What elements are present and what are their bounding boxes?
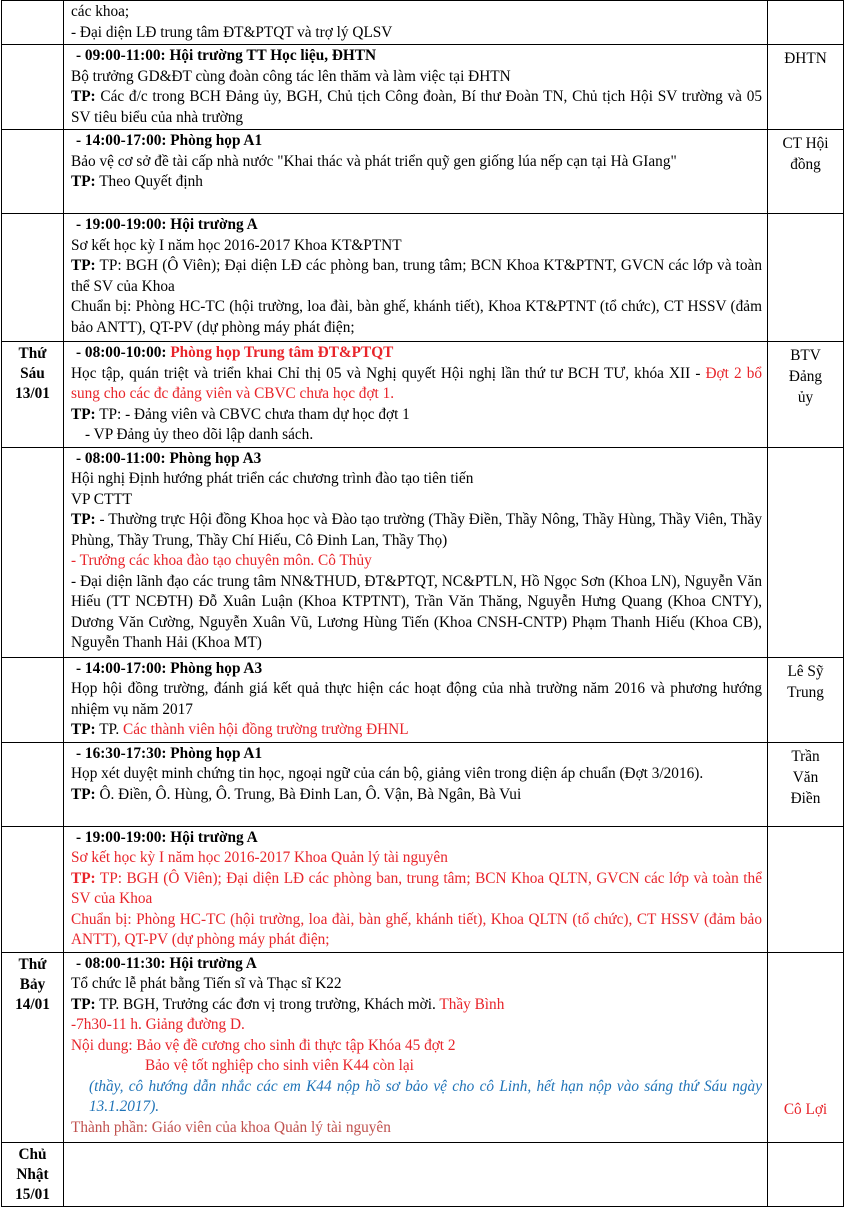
event-participants: TP: Các đ/c trong BCH Đảng ủy, BGH, Chủ tịch Công đoàn, Bí thư Đoàn TN, Chủ tịch Hội SV trường và 05 SV tiêu biểu của nhà trường: [71, 88, 762, 126]
schedule-row: [2, 826, 844, 952]
schedule-row: [2, 342, 844, 448]
event-title: Sơ kết học kỳ I năm học 2016-2017 Khoa Quản lý tài nguyên: [71, 849, 448, 866]
leader-cell: [768, 952, 844, 1142]
event-time-place: - 08:00-11:00: Phòng họp A3: [76, 449, 262, 467]
leader-name: Văn: [792, 768, 819, 786]
event-participants: TP: TP: - Đảng viên và CBVC chưa tham dự học đợt 1: [71, 405, 410, 423]
leader-cell: [768, 342, 844, 448]
day-cell: [2, 342, 64, 448]
event-cell: [64, 742, 768, 826]
day-cell: [2, 214, 64, 342]
event-time-place: - 19:00-19:00: Hội trường A: [76, 828, 258, 846]
day-cell: [2, 45, 64, 130]
event-cell: [64, 1142, 768, 1206]
day-date: 14/01: [15, 995, 50, 1013]
event-participants: TP: TP. Các thành viên hội đồng trường trường ĐHNL: [71, 721, 409, 738]
day-label: Thứ: [18, 345, 47, 362]
leader-cell: [768, 214, 844, 342]
event-organizer: VP CTTT: [71, 490, 133, 508]
event-participants: TP: TP: BGH (Ô Viên); Đại diện LĐ các phòng ban, trung tâm; BCN Khoa KT&PTNT, GVCN các lớp và toàn thể SV của Khoa: [71, 257, 762, 295]
event-participants: TP: Ô. Điền, Ô. Hùng, Ô. Trung, Bà Đinh Lan, Ô. Vận, Bà Ngân, Bà Vui: [71, 785, 522, 803]
weekly-schedule-table: [1, 0, 844, 1207]
day-cell: [2, 952, 64, 1142]
leader-cell: [768, 826, 844, 952]
event-time-place: - 08:00-11:30: Hội trường A: [76, 954, 257, 972]
leader-name: Đảng: [788, 368, 823, 385]
day-label: Bảy: [19, 975, 46, 993]
schedule-row: [2, 742, 844, 826]
event-time-place: - 19:00-19:00: Hội trường A: [76, 216, 258, 233]
day-label: Sáu: [20, 365, 45, 382]
event-cell: [64, 45, 768, 130]
event-note: Nội dung: Bảo vệ đề cương cho sinh đi thực tập Khóa 45 đợt 2: [71, 1036, 456, 1054]
leader-name: ủy: [797, 389, 814, 406]
event-time-place: - 08:00-10:00: Phòng họp Trung tâm ĐT&PTQT: [76, 344, 394, 361]
leader-cell: [768, 45, 844, 130]
leader-cell: [768, 742, 844, 826]
leader-name: Trần: [791, 747, 820, 765]
leader-name: BTV: [790, 347, 821, 364]
event-title: Bảo vệ cơ sở đề tài cấp nhà nước "Khai thác và phát triển quỹ gen giống lúa nếp cạn tại Hà GIang": [71, 152, 677, 170]
event-members: Thành phần: Giáo viên của khoa Quản lý tài nguyên: [71, 1118, 391, 1136]
day-cell: [2, 447, 64, 657]
schedule-row: [2, 447, 844, 657]
leader-name: Lê Sỹ: [787, 662, 824, 680]
event-cell: [64, 657, 768, 742]
event-title: Học tập, quán triệt và triển khai Chỉ thị 05 và Nghị quyết Hội nghị lần thứ tư BCH TƯ, khóa XII - Đợt 2 bổ sung cho các đc đảng viên và CBVC chưa học đợt 1.: [71, 364, 762, 402]
schedule-row: [2, 1, 844, 45]
event-title: Tổ chức lễ phát bằng Tiến sĩ và Thạc sĩ K22: [71, 975, 342, 992]
event-participants: TP: TP. BGH, Trưởng các đơn vị trong trường, Khách mời. Thầy Bình: [71, 995, 505, 1013]
event-text: - Đại diện LĐ trung tâm ĐT&PTQT và trợ lý QLSV: [71, 23, 393, 41]
schedule-row: [2, 657, 844, 742]
event-note: Bảo vệ tốt nghiệp cho sinh viên K44 còn lại: [145, 1057, 414, 1074]
event-time-place: - 14:00-17:00: Phòng họp A3: [76, 659, 263, 677]
day-cell: [2, 742, 64, 826]
event-cell: [64, 447, 768, 657]
leader-name: Cô Lợi: [783, 1100, 828, 1118]
event-title: Hội nghị Định hướng phát triển các chương trình đào tạo tiên tiến: [71, 470, 474, 487]
event-cell: [64, 826, 768, 952]
schedule-row: [2, 130, 844, 214]
event-time-place: - 14:00-17:00: Phòng họp A1: [76, 132, 263, 149]
event-cell: [64, 214, 768, 342]
leader-name: Trung: [787, 683, 824, 701]
day-date: 15/01: [15, 1185, 50, 1203]
leader-cell: [768, 1142, 844, 1206]
day-cell: [2, 1, 64, 45]
leader-name: đồng: [790, 156, 821, 173]
day-label: Thứ: [18, 955, 47, 973]
event-preparation: Chuẩn bị: Phòng HC-TC (hội trường, loa đài, bàn ghế, khánh tiết), Khoa KT&PTNT (tổ chức), CT HSSV (đảm bảo ANTT), QT-PV (dự phòng máy phát điện;: [71, 298, 762, 336]
day-date: 13/01: [15, 385, 50, 402]
event-cell: [64, 1, 768, 45]
event-cell: [64, 952, 768, 1142]
leader-cell: [768, 130, 844, 214]
schedule-row: [2, 45, 844, 130]
event-preparation: Chuẩn bị: Phòng HC-TC (hội trường, loa đài, bàn ghế, khánh tiết), Khoa QLTN (tổ chức), CT HSSV (đảm bảo ANTT), QT-PV (dự phòng máy phát điện;: [71, 910, 762, 948]
leader-cell: [768, 1, 844, 45]
event-participants: TP: TP: BGH (Ô Viên); Đại diện LĐ các phòng ban, trung tâm; BCN Khoa QLTN, GVCN các lớp và toàn thể SV của Khoa: [71, 869, 762, 907]
event-participants-extra: - VP Đảng ủy theo dõi lập danh sách.: [85, 426, 314, 443]
event-title: Họp xét duyệt minh chứng tin học, ngoại ngữ của cán bộ, giảng viên trong diện áp chuẩn (Đợt 3/2016).: [71, 765, 704, 782]
event-time-place: - 09:00-11:00: Hội trường TT Học liệu, ĐHTN: [76, 47, 377, 64]
event-title: Sơ kết học kỳ I năm học 2016-2017 Khoa KT&PTNT: [71, 236, 402, 254]
day-cell: [2, 826, 64, 952]
leader-cell: [768, 447, 844, 657]
event-participants-extra: - Trưởng các khoa đào tạo chuyên môn. Cô Thủy: [71, 552, 372, 569]
day-label: Nhật: [16, 1165, 49, 1183]
day-cell: [2, 1142, 64, 1206]
event-time-place: - 16:30-17:30: Phòng họp A1: [76, 744, 263, 762]
event-reminder: (thầy, cô hướng dẫn nhắc các em K44 nộp hồ sơ bảo vệ cho cô Linh, hết hạn nộp vào sáng thứ Sáu ngày 13.1.2017).: [89, 1077, 762, 1115]
schedule-row: [2, 214, 844, 342]
schedule-row: [2, 1142, 844, 1206]
day-cell: [2, 657, 64, 742]
schedule-row: [2, 952, 844, 1142]
day-label: Chủ: [18, 1145, 47, 1163]
leader-cell: [768, 657, 844, 742]
event-title: Họp hội đồng trường, đánh giá kết quả thực hiện các hoạt động của nhà trường năm 2016 và phương hướng nhiệm vụ năm 2017: [71, 680, 762, 718]
event-participants-extra: - Đại diện lãnh đạo các trung tâm NN&THUD, ĐT&PTQT, NC&PTLN, Hồ Ngọc Sơn (Khoa LN), Nguyễn Văn Hiếu (TT NCĐTH) Đỗ Xuân Luận (Khoa KTPTNT), Trần Văn Thăng, Nguyễn Hưng Quang (Khoa CNTY), Dương Văn Cường, Nguyễn Xuân Vũ, Lương Hùng Tiến (Khoa CNSH-CNTP) Phạm Thanh Hiếu (Khoa CB), Nguyễn Thanh Hải (Khoa MT): [71, 572, 762, 651]
event-title: Bộ trưởng GD&ĐT cùng đoàn công tác lên thăm và làm việc tại ĐHTN: [71, 67, 511, 85]
event-text: các khoa;: [71, 3, 130, 20]
event-cell: [64, 130, 768, 214]
leader-name: ĐHTN: [784, 50, 827, 67]
event-participants: TP: Theo Quyết định: [71, 173, 203, 190]
leader-name: CT Hội: [782, 135, 829, 152]
leader-name: Điền: [790, 789, 821, 807]
event-note: -7h30-11 h. Giảng đường D.: [71, 1016, 245, 1033]
event-participants: TP: - Thường trực Hội đồng Khoa học và Đào tạo trường (Thầy Điền, Thầy Nông, Thầy Hùng, Thầy Viên, Thầy Phùng, Thầy Trung, Thầy Chí Hiếu, Cô Đinh Lan, Thầy Thọ): [71, 511, 762, 549]
event-cell: [64, 342, 768, 448]
day-cell: [2, 130, 64, 214]
